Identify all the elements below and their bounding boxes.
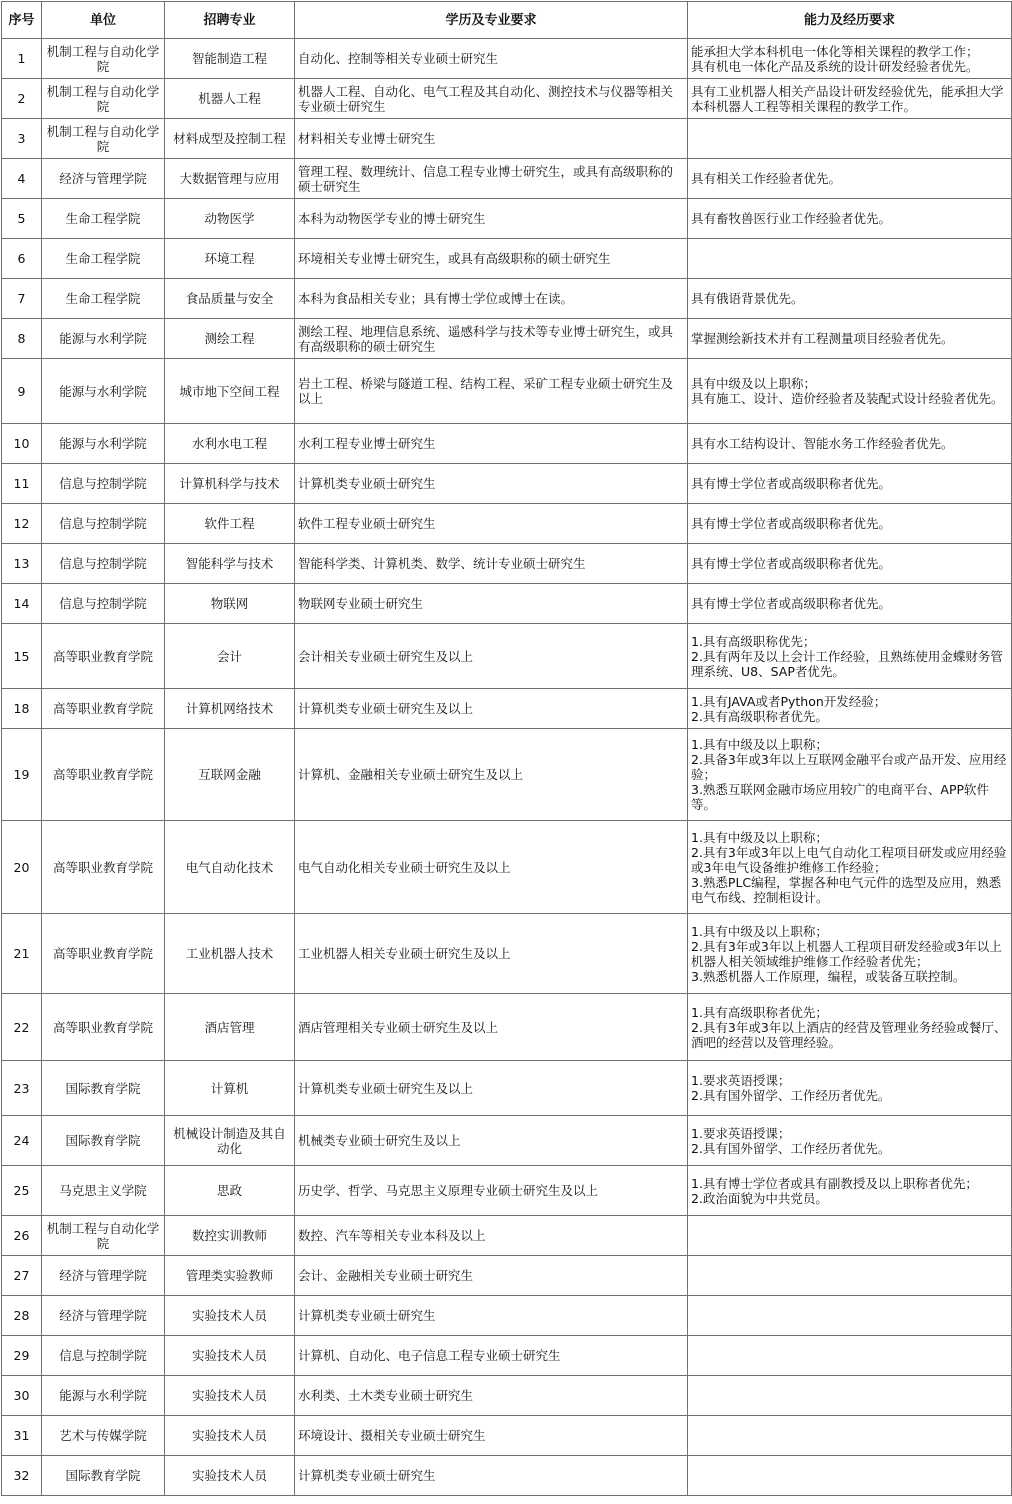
cell-experience [688,359,1012,424]
cell-education: 自动化、控制等相关专业硕士研究生 [295,39,688,79]
cell-unit: 能源与水利学院 [42,424,165,464]
cell-no: 21 [2,914,42,994]
cell-no: 26 [2,1216,42,1256]
cell-unit: 信息与控制学院 [42,544,165,584]
cell-major: 智能制造工程 [165,39,295,79]
cell-unit: 高等职业教育学院 [42,624,165,689]
table-row [2,1336,1012,1376]
cell-experience [688,821,1012,914]
cell-major: 思政 [165,1166,295,1216]
cell-education: 数控、汽车等相关专业本科及以上 [295,1216,688,1256]
cell-major: 大数据管理与应用 [165,159,295,199]
cell-unit: 国际教育学院 [42,1456,165,1496]
cell-major: 机器人工程 [165,79,295,119]
cell-major: 动物医学 [165,199,295,239]
cell-education: 物联网专业硕士研究生 [295,584,688,624]
recruitment-table [1,1,1012,1496]
table-row [2,39,1012,79]
cell-no: 11 [2,464,42,504]
table-row [2,359,1012,424]
table-row [2,424,1012,464]
header-row [2,2,1012,39]
table-row [2,279,1012,319]
cell-education: 水利工程专业博士研究生 [295,424,688,464]
experience-line: 1.具有高级职称者优先； [691,1004,828,1020]
cell-experience [688,1256,1012,1296]
cell-education: 计算机类专业硕士研究生 [295,1296,688,1336]
experience-line: 具有博士学位者或高级职称者优先。 [691,596,892,611]
cell-unit: 信息与控制学院 [42,464,165,504]
cell-experience [688,1416,1012,1456]
cell-no: 6 [2,239,42,279]
table-row [2,1416,1012,1456]
cell-no: 31 [2,1416,42,1456]
cell-experience [688,1061,1012,1116]
cell-education: 环境相关专业博士研究生，或具有高级职称的硕士研究生 [295,239,688,279]
cell-education: 工业机器人相关专业硕士研究生及以上 [295,914,688,994]
cell-no: 23 [2,1061,42,1116]
experience-line: 1.具有中级及以上职称； [691,923,828,939]
cell-experience [688,1456,1012,1496]
cell-unit: 信息与控制学院 [42,584,165,624]
cell-unit: 机制工程与自动化学院 [42,79,165,119]
cell-experience [688,279,1012,319]
cell-major: 计算机网络技术 [165,689,295,729]
cell-no: 7 [2,279,42,319]
cell-education: 电气自动化相关专业硕士研究生及以上 [295,821,688,914]
experience-line: 2.具有两年及以上会计工作经验，且熟练使用金蝶财务管理系统、U8、SAP者优先。 [691,648,1003,679]
cell-education: 管理工程、数理统计、信息工程专业博士研究生，或具有高级职称的硕士研究生 [295,159,688,199]
cell-experience [688,1166,1012,1216]
table-row [2,544,1012,584]
cell-unit: 高等职业教育学院 [42,821,165,914]
cell-unit: 机制工程与自动化学院 [42,119,165,159]
cell-no: 2 [2,79,42,119]
cell-education: 会计、金融相关专业硕士研究生 [295,1256,688,1296]
cell-major: 实验技术人员 [165,1296,295,1336]
cell-major: 食品质量与安全 [165,279,295,319]
experience-line: 3.熟悉机器人工作原理，编程，或装备互联控制。 [691,968,966,984]
cell-experience [688,119,1012,159]
cell-education: 岩土工程、桥梁与隧道工程、结构工程、采矿工程专业硕士研究生及以上 [295,359,688,424]
experience-line: 2.政治面貌为中共党员。 [691,1190,828,1206]
cell-education: 历史学、哲学、马克思主义原理专业硕士研究生及以上 [295,1166,688,1216]
cell-no: 20 [2,821,42,914]
cell-major: 测绘工程 [165,319,295,359]
cell-experience [688,159,1012,199]
cell-education: 测绘工程、地理信息系统、遥感科学与技术等专业博士研究生，或具有高级职称的硕士研究生 [295,319,688,359]
experience-line: 1.具有JAVA或者Python开发经验； [691,693,887,709]
cell-experience [688,464,1012,504]
cell-experience [688,1336,1012,1376]
table-row [2,729,1012,821]
table-row [2,1166,1012,1216]
cell-experience [688,79,1012,119]
table-row [2,159,1012,199]
header-no: 序号 [2,2,42,39]
experience-line: 2.具有3年或3年以上机器人工程项目研发经验或3年以上机器人相关领域维护维修工作经验者优先； [691,938,1002,969]
cell-unit: 能源与水利学院 [42,319,165,359]
table-row [2,119,1012,159]
cell-unit: 机制工程与自动化学院 [42,39,165,79]
cell-unit: 生命工程学院 [42,239,165,279]
cell-unit: 能源与水利学院 [42,1376,165,1416]
header-experience: 能力及经历要求 [688,2,1012,39]
table-row [2,199,1012,239]
table-row [2,1116,1012,1166]
cell-no: 28 [2,1296,42,1336]
cell-major: 管理类实验教师 [165,1256,295,1296]
cell-experience [688,39,1012,79]
cell-no: 24 [2,1116,42,1166]
cell-education: 本科为食品相关专业；具有博士学位或博士在读。 [295,279,688,319]
cell-education: 材料相关专业博士研究生 [295,119,688,159]
cell-experience [688,1296,1012,1336]
header-unit: 单位 [42,2,165,39]
table-row [2,319,1012,359]
cell-major: 物联网 [165,584,295,624]
cell-experience [688,624,1012,689]
cell-major: 实验技术人员 [165,1336,295,1376]
experience-line: 3.熟悉互联网金融市场应用较广的电商平台、APP软件等。 [691,782,990,812]
cell-experience [688,424,1012,464]
experience-line: 3.熟悉PLC编程，掌握各种电气元件的选型及应用，熟悉电气布线、控制柜设计。 [691,874,1002,905]
cell-education: 会计相关专业硕士研究生及以上 [295,624,688,689]
cell-no: 1 [2,39,42,79]
experience-line: 具有博士学位者或高级职称者优先。 [691,556,892,571]
cell-unit: 信息与控制学院 [42,1336,165,1376]
cell-unit: 高等职业教育学院 [42,689,165,729]
experience-line: 1.具有博士学位者或具有副教授及以上职称者优先； [691,1175,978,1191]
experience-line: 具有水工结构设计、智能水务工作经验者优先。 [691,436,954,451]
table-row [2,1376,1012,1416]
cell-no: 5 [2,199,42,239]
cell-experience [688,544,1012,584]
cell-major: 水利水电工程 [165,424,295,464]
cell-unit: 马克思主义学院 [42,1166,165,1216]
cell-no: 30 [2,1376,42,1416]
cell-unit: 高等职业教育学院 [42,729,165,821]
experience-line: 1.要求英语授课； [691,1125,791,1141]
experience-line: 1.具有中级及以上职称； [691,737,828,752]
experience-line: 掌握测绘新技术并有工程测量项目经验者优先。 [691,331,954,346]
experience-line: 2.具有3年或3年以上酒店的经营及管理业务经验或餐厅、酒吧的经营以及管理经验。 [691,1019,1007,1050]
experience-line: 具有博士学位者或高级职称者优先。 [691,516,892,531]
table-row [2,1061,1012,1116]
cell-major: 工业机器人技术 [165,914,295,994]
cell-unit: 机制工程与自动化学院 [42,1216,165,1256]
cell-major: 实验技术人员 [165,1456,295,1496]
experience-line: 2.具有国外留学、工作经历者优先。 [691,1140,891,1156]
experience-line: 具有俄语背景优先。 [691,291,804,306]
cell-experience [688,584,1012,624]
header-major: 招聘专业 [165,2,295,39]
table-row [2,584,1012,624]
experience-line: 能承担大学本科机电一体化等相关课程的教学工作； [691,43,979,59]
cell-experience [688,914,1012,994]
experience-line: 2.具有高级职称者优先。 [691,708,828,724]
cell-major: 智能科学与技术 [165,544,295,584]
cell-unit: 经济与管理学院 [42,1296,165,1336]
cell-experience [688,239,1012,279]
experience-line: 具有畜牧兽医行业工作经验者优先。 [691,211,892,226]
cell-education: 酒店管理相关专业硕士研究生及以上 [295,994,688,1061]
cell-education: 计算机类专业硕士研究生 [295,464,688,504]
table-row [2,239,1012,279]
experience-line: 具有博士学位者或高级职称者优先。 [691,476,892,491]
experience-line: 具有相关工作经验者优先。 [691,171,842,186]
cell-experience [688,689,1012,729]
cell-major: 城市地下空间工程 [165,359,295,424]
experience-line: 2.具有国外留学、工作经历者优先。 [691,1088,891,1103]
cell-major: 互联网金融 [165,729,295,821]
experience-line: 具有施工、设计、造价经验者及装配式设计经验者优先。 [691,391,1004,406]
cell-major: 实验技术人员 [165,1376,295,1416]
cell-major: 机械设计制造及其自动化 [165,1116,295,1166]
cell-unit: 国际教育学院 [42,1116,165,1166]
cell-major: 实验技术人员 [165,1416,295,1456]
experience-line: 1.具有高级职称优先； [691,633,816,649]
cell-education: 机械类专业硕士研究生及以上 [295,1116,688,1166]
table-row [2,914,1012,994]
cell-no: 32 [2,1456,42,1496]
cell-no: 27 [2,1256,42,1296]
cell-major: 电气自动化技术 [165,821,295,914]
cell-experience [688,1116,1012,1166]
cell-unit: 国际教育学院 [42,1061,165,1116]
cell-unit: 生命工程学院 [42,279,165,319]
cell-no: 19 [2,729,42,821]
table-body [2,39,1012,1496]
cell-unit: 经济与管理学院 [42,1256,165,1296]
cell-education: 计算机、自动化、电子信息工程专业硕士研究生 [295,1336,688,1376]
cell-major: 环境工程 [165,239,295,279]
experience-line: 具有机电一体化产品及系统的设计研发经验者优先。 [691,58,979,74]
table-row [2,79,1012,119]
table-row [2,1256,1012,1296]
experience-line: 2.具备3年或3年以上互联网金融平台或产品开发、应用经验； [691,752,1007,782]
cell-major: 酒店管理 [165,994,295,1061]
cell-experience [688,994,1012,1061]
cell-no: 18 [2,689,42,729]
cell-major: 会计 [165,624,295,689]
cell-unit: 信息与控制学院 [42,504,165,544]
experience-line: 1.具有中级及以上职称； [691,829,828,845]
cell-education: 智能科学类、计算机类、数学、统计专业硕士研究生 [295,544,688,584]
experience-line: 2.具有3年或3年以上电气自动化工程项目研发或应用经验或3年电气设备维护维修工作经验； [691,844,1007,875]
table-row [2,994,1012,1061]
experience-line: 具有工业机器人相关产品设计研发经验优先，能承担大学本科机器人工程等相关课程的教学工作。 [691,83,1004,114]
cell-unit: 艺术与传媒学院 [42,1416,165,1456]
cell-education: 计算机类专业硕士研究生及以上 [295,1061,688,1116]
cell-no: 15 [2,624,42,689]
experience-line: 具有中级及以上职称； [691,376,817,391]
experience-line: 1.要求英语授课； [691,1073,791,1088]
table-row [2,624,1012,689]
cell-no: 22 [2,994,42,1061]
cell-no: 9 [2,359,42,424]
header-education: 学历及专业要求 [295,2,688,39]
cell-education: 计算机、金融相关专业硕士研究生及以上 [295,729,688,821]
cell-unit: 高等职业教育学院 [42,994,165,1061]
cell-experience [688,729,1012,821]
cell-education: 机器人工程、自动化、电气工程及其自动化、测控技术与仪器等相关专业硕士研究生 [295,79,688,119]
cell-no: 12 [2,504,42,544]
cell-no: 29 [2,1336,42,1376]
cell-education: 计算机类专业硕士研究生及以上 [295,689,688,729]
table-row [2,821,1012,914]
cell-education: 软件工程专业硕士研究生 [295,504,688,544]
cell-no: 8 [2,319,42,359]
cell-education: 本科为动物医学专业的博士研究生 [295,199,688,239]
table-row [2,464,1012,504]
cell-no: 3 [2,119,42,159]
table-row [2,1216,1012,1256]
cell-unit: 能源与水利学院 [42,359,165,424]
cell-no: 14 [2,584,42,624]
cell-experience [688,199,1012,239]
cell-major: 计算机 [165,1061,295,1116]
cell-major: 数控实训教师 [165,1216,295,1256]
cell-unit: 高等职业教育学院 [42,914,165,994]
cell-education: 水利类、土木类专业硕士研究生 [295,1376,688,1416]
table-row [2,1296,1012,1336]
cell-unit: 经济与管理学院 [42,159,165,199]
cell-no: 10 [2,424,42,464]
cell-experience [688,1376,1012,1416]
cell-experience [688,319,1012,359]
table-row [2,504,1012,544]
cell-education: 计算机类专业硕士研究生 [295,1456,688,1496]
cell-major: 计算机科学与技术 [165,464,295,504]
cell-no: 4 [2,159,42,199]
cell-no: 25 [2,1166,42,1216]
cell-no: 13 [2,544,42,584]
table-row [2,689,1012,729]
cell-unit: 生命工程学院 [42,199,165,239]
cell-major: 材料成型及控制工程 [165,119,295,159]
cell-experience [688,1216,1012,1256]
cell-education: 环境设计、摄相关专业硕士研究生 [295,1416,688,1456]
cell-experience [688,504,1012,544]
cell-major: 软件工程 [165,504,295,544]
table-row [2,1456,1012,1496]
